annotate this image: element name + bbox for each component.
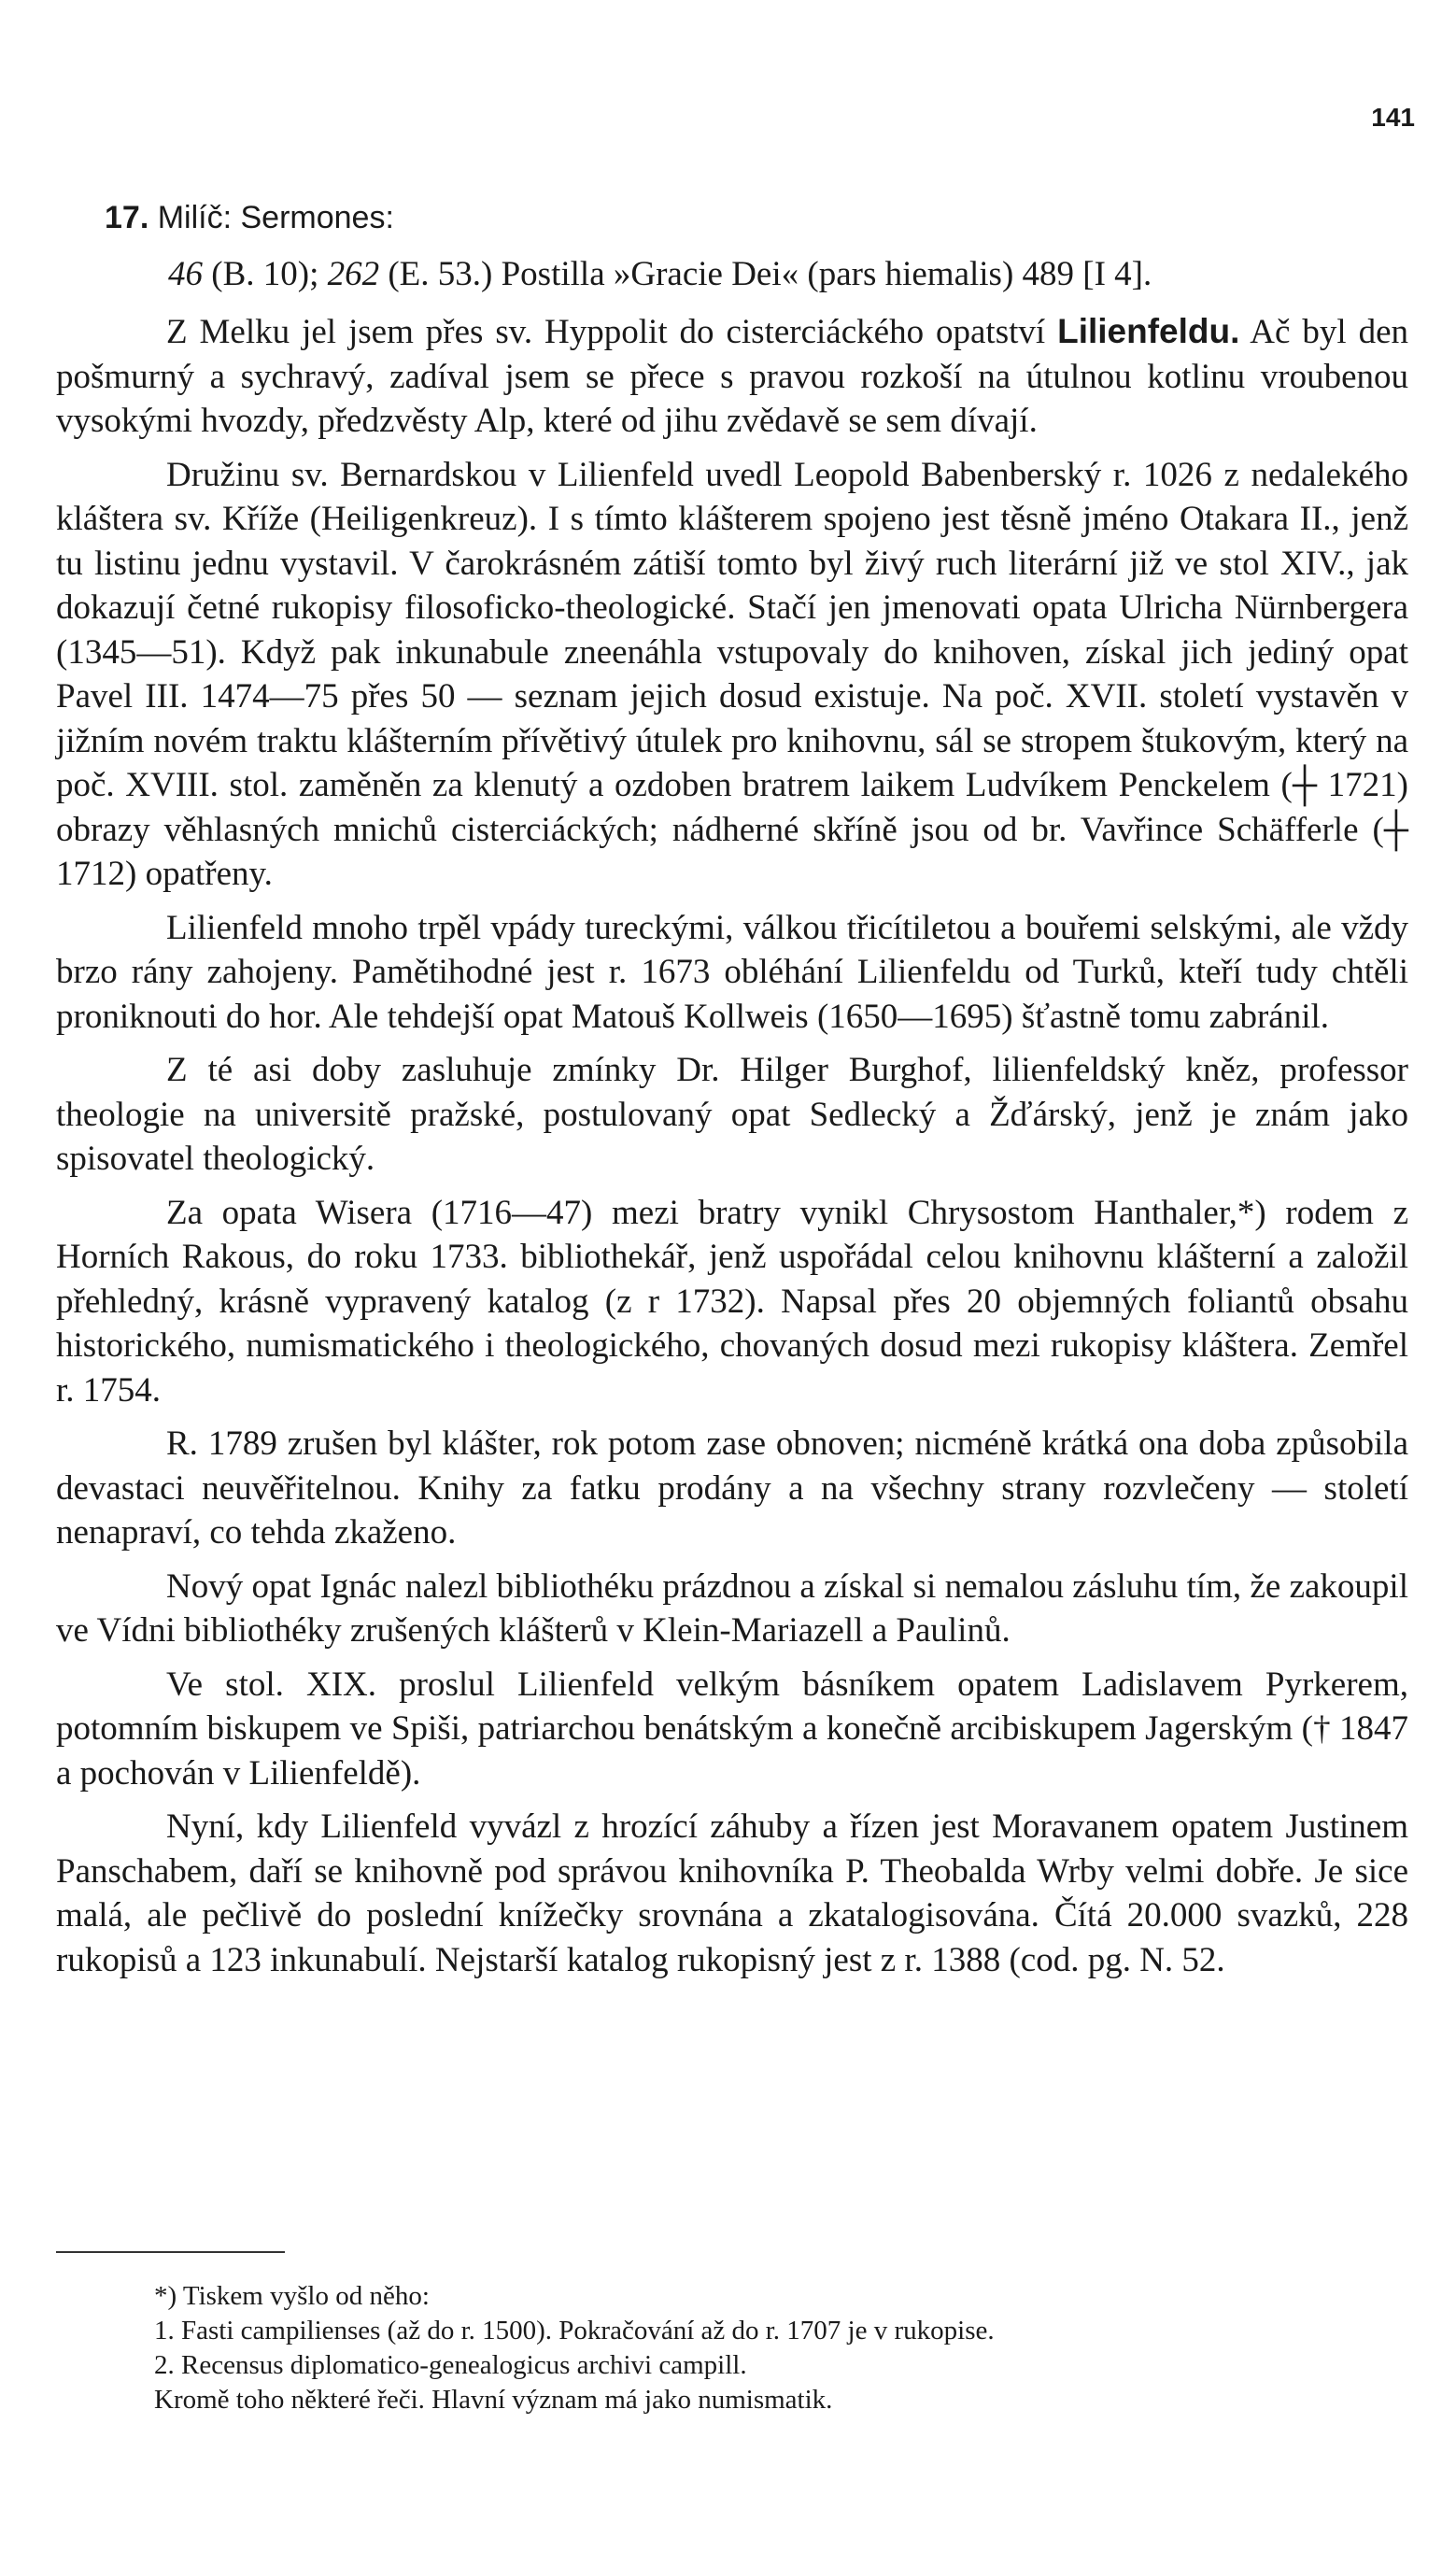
section-heading	[105, 196, 1408, 241]
sermon-ref-2-number: 262	[327, 254, 380, 293]
footnote-line: Kromě toho některé řeči. Hlavní význam má jako numismatik.	[154, 2385, 833, 2415]
paragraph-7: Nový opat Ignác nalezl bibliothéku prázdnou a získal si nemalou zásluhu tím, že zakoupil ve Vídni bibliothéky zrušených klášterů v Klein-Mariazell a Paulinů.	[56, 1566, 1408, 1650]
sermon-ref-2-rest: (E. 53.) Postilla »Gracie Dei« (pars hiemalis) 489 [I 4].	[388, 254, 1152, 293]
paragraph-1	[56, 309, 1408, 444]
paragraph-5: Za opata Wisera (1716—47) mezi bratry vynikl Chrysostom Hanthaler,*) rodem z Horních Rakous, do roku 1733. bibliothekář, jenž uspořádal celou knihovnu klášterní a založil přehledný, krásně vypravený katalog (z r 1732). Napsal přes 20 objemných foliantů obsahu historického, numismatického i theologického, chovaných dosud mezi rukopisy kláštera. Zemřel r. 1754.	[56, 1193, 1408, 1410]
paragraph-1-rest: Ač byl den pošmurný a sychravý, zadíval jsem se přece s pravou rozkoší na útulnou kotlinu vroubenou vysokými hvozdy, předzvěsty Alp, které od jihu zvědavě se sem dívají.	[56, 313, 1408, 440]
footnote-divider	[56, 2251, 285, 2253]
page-number: 141	[1371, 103, 1415, 132]
sermon-ref-1-number: 46	[168, 254, 203, 293]
sermon-reference	[56, 252, 1408, 297]
footnote-line: 2. Recensus diplomatico-genealogicus archivi campill.	[154, 2350, 747, 2380]
footnote-line: *) Tiskem vyšlo od něho:	[154, 2281, 430, 2311]
paragraph-4: Z té asi doby zasluhuje zmínky Dr. Hilger Burghof, lilienfeldský kněz, professor theologie na universitě pražské, postulovaný opat Sedlecký a Žďárský, jenž je znám jako spisovatel theologický.	[56, 1051, 1408, 1178]
paragraph-1-lead: Z Melku jel jsem přes sv. Hyppolit do cisterciáckého opatství	[166, 313, 1058, 351]
footnotes	[154, 2279, 1410, 2417]
paragraph-6: R. 1789 zrušen byl klášter, rok potom zase obnoven; nicméně krátká ona doba způsobila devastaci neuvěřitelnou. Knihy za fatku prodány a na všechny strany rozvlečeny — století nenapraví, co tehda zkaženo.	[56, 1424, 1408, 1552]
paragraph-9: Nyní, kdy Lilienfeld vyvázl z hrozící záhuby a řízen jest Moravanem opatem Justinem Panschabem, daří se knihovně pod správou knihovníka P. Theobalda Wrby velmi dobře. Je sice malá, ale pečlivě do poslední knížečky srovnána a zkatalogisována. Čítá 20.000 svazků, 228 rukopisů a 123 inkunabulí. Nejstarší katalog rukopisný jest z r. 1388 (cod. pg. N. 52.	[56, 1807, 1408, 1979]
footnote-line: 1. Fasti campilienses (až do r. 1500). Pokračování až do r. 1707 je v rukopise.	[154, 2316, 995, 2346]
main-text	[56, 196, 1408, 1991]
paragraph-2: Družinu sv. Bernardskou v Lilienfeld uvedl Leopold Babenberský r. 1026 z nedalekého kláštera sv. Kříže (Heiligenkreuz). I s tímto klášterem spojeno jest těsně jméno Otakara II., jenž tu listinu jednu vystavil. V čarokrásném zátiší tomto byl živý ruch literární již ve stol XIV., jak dokazují četné rukopisy filosoficko-theologické. Stačí jen jmenovati opata Ulricha Nürnbergera (1345—51). Když pak inkunabule zneenáhla vstupovaly do knihoven, získal jich jediný opat Pavel III. 1474—75 přes 50 — seznam jejich dosud existuje. Na poč. XVII. století vystavěn v jižním novém traktu klášterním přívětivý útulek pro knihovnu, sál se stropem štukovým, který na poč. XVIII. stol. zaměněn za klenutý a ozdoben bratrem laikem Ludvíkem Penckelem (┼ 1721) obrazy věhlasných mnichů cisterciáckých; nádherné skříně jsou od br. Vavřince Schäfferle (┼ 1712) opatřeny.	[56, 455, 1408, 893]
paragraph-3: Lilienfeld mnoho trpěl vpády tureckými, válkou třicítiletou a bouřemi selskými, ale vždy brzo rány zahojeny. Pamětihodné jest r. 1673 obléhání Lilienfeldu od Turků, kteří tudy chtěli proniknouti do hor. Ale tehdejší opat Matouš Kollweis (1650—1695) šťastně tomu zabránil.	[56, 908, 1408, 1036]
paragraph-8: Ve stol. XIX. proslul Lilienfeld velkým básníkem opatem Ladislavem Pyrkerem, potomním biskupem ve Spiši, patriarchou benátským a konečně arcibiskupem Jagerským († 1847 a pochován v Lilienfeldě).	[56, 1665, 1408, 1793]
sermon-ref-1-rest: (B. 10);	[211, 254, 319, 293]
section-title: Milíč: Sermones:	[157, 200, 394, 235]
lilienfeld-bold: Lilienfeldu.	[1057, 312, 1240, 350]
section-number: 17.	[105, 200, 149, 235]
